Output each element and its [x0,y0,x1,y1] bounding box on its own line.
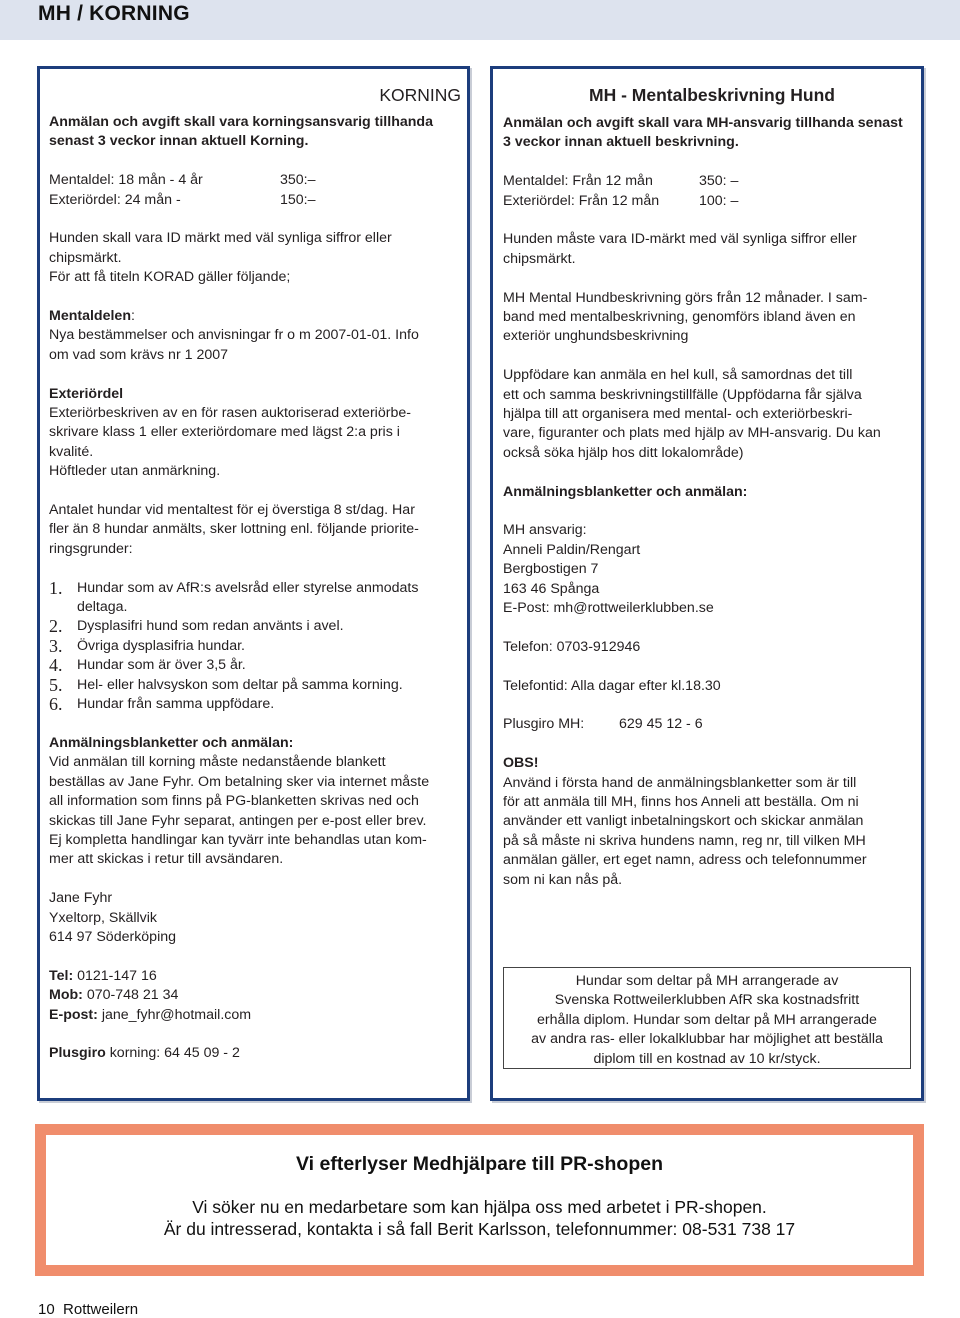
exteriordel-text: Höftleder utan anmärkning. [49,463,221,480]
mh-id-text: Hunden måste vara ID-märkt med väl synliga siffror eller [503,231,857,248]
mh-address: 163 46 Spånga [503,580,600,597]
diplom-text: Svenska Rottweilerklubben AfR ska kostnadsfritt [554,992,860,1009]
korning-anmalan-heading: Anmälningsblanketter och anmälan: [49,734,294,751]
contact-address: Yxeltorp, Skällvik [49,909,158,926]
korning-intro-2: senast 3 veckor innan aktuell Korning. [49,133,309,150]
mh-content [503,83,915,890]
fee-label: Mentaldel: 18 mån - 4 år [49,172,203,189]
priority-list-item: 2. Dysplasifri hund som redan använts i avel. [49,616,344,637]
contact-address: 614 97 Söderköping [49,928,177,945]
korning-fee-row [49,171,463,190]
korning-anmalan-text: skickas till Jane Fyhr separat, antingen per e-post eller brev. [49,812,427,829]
exteriordel-text: kvalité. [49,443,94,460]
obs-text: som ni kan nås på. [503,871,623,888]
obs-text: Använd i första hand de anmälningsblanketter som är till [503,774,857,791]
mentaldelen-heading: Mentaldelen: [49,308,135,325]
mh-anmalan-heading: Anmälningsblanketter och anmälan: [503,483,748,500]
korning-intro-1: Anmälan och avgift skall vara korningsansvarig tillhanda [49,114,433,130]
mh-uppfodare-text: vare, figuranter och plats med hjälp av MH-ansvarig. Du kan [503,425,881,442]
mh-age-text: exteriör unghundsbeskrivning [503,328,689,345]
obs-text: på så måste ni skriva hundens namn, reg nr, till vilken MH [503,832,866,849]
korning-id-text: För att få titeln KORAD gäller följande; [49,269,291,286]
antal-text: ringsgrunder: [49,540,133,557]
priority-list-item: 6. Hundar från samma uppfödare. [49,694,275,715]
diplom-box [503,967,911,1069]
mh-uppfodare-text: hjälpa till att organisera med mental- och exteriörbeskri- [503,406,853,423]
mh-fee-row [503,192,915,211]
mh-telefontid: Telefontid: Alla dagar efter kl.18.30 [503,677,721,694]
banner-inner [46,1135,913,1265]
mh-title: MH - Mentalbeskrivning Hund [589,85,835,105]
contact-phone: Tel: 0121-147 16 [49,967,157,984]
fee-label: Exteriördel: 24 mån - [49,191,181,208]
antal-text: fler än 8 hundar anmälts, sker lottning enl. följande priorite- [49,521,419,538]
obs-text: för att anmäla till MH, finns hos Anneli att beställa. Om ni [503,794,859,811]
diplom-text: erhålla diplom. Hundar som deltar på MH arrangerade [537,1011,877,1028]
contact-email: E-post: jane_fyhr@hotmail.com [49,1006,252,1023]
korning-content [49,83,463,1064]
diplom-text: Hundar som deltar på MH arrangerade av [575,973,839,989]
mh-telefon: Telefon: 0703-912946 [503,638,641,655]
fee-price: 350:– [280,172,316,189]
antal-text: Antalet hundar vid mentaltest för ej överstiga 8 st/dag. Har [49,502,415,519]
fee-label: Mentaldel: Från 12 mån [503,173,653,190]
page-number: 10 [38,1301,55,1318]
mh-address: Anneli Paldin/Rengart [503,541,641,558]
priority-list-item: 1. Hundar som av AfR:s avelsråd eller styrelse anmodats deltaga. [49,577,419,616]
mh-id-text: chipsmärkt. [503,250,576,267]
exteriordel-heading: Exteriördel [49,385,124,402]
exteriordel-text: skrivare klass 1 eller exteriördomare med lägst 2:a pris i [49,424,400,441]
korning-anmalan-text: mer att skickas i retur till avsändaren. [49,851,284,868]
banner-text: Vi söker nu en medarbetare som kan hjälpa oss med arbetet i PR-shopen. [192,1197,767,1217]
korning-id-text: chipsmärkt. [49,249,122,266]
korning-fee-row [49,191,463,210]
mh-intro-2: 3 veckor innan aktuell beskrivning. [503,134,739,151]
fee-label: Exteriördel: Från 12 mån [503,192,660,209]
mh-fee-row [503,172,915,191]
priority-list-item: 5. Hel- eller halvsyskon som deltar på samma korning. [49,674,403,695]
mh-intro-1: Anmälan och avgift skall vara MH-ansvarig tillhanda senast [503,115,903,131]
magazine-name: Rottweilern [63,1301,139,1318]
mh-address: MH ansvarig: [503,522,587,539]
priority-list-item: 3. Övriga dysplasifria hundar. [49,635,245,656]
korning-title: KORNING [379,85,461,105]
korning-anmalan-text: Vid anmälan till korning måste nedanstående blankett [49,754,386,771]
mh-uppfodare-text: ett och samma beskrivningstillfälle (Uppfödarna får själva [503,386,862,403]
obs-text: anmälan gäller, ert eget namn, adress och telefonnummer [503,852,867,869]
diplom-text: diplom till en kostnad av 10 kr/styck. [593,1050,821,1067]
mh-plusgiro: Plusgiro MH: 629 45 12 - 6 [503,716,703,733]
banner-text: Är du intresserad, kontakta i så fall Berit Karlsson, telefonnummer: 08-531 738 17 [163,1219,796,1239]
fee-price: 100: – [699,192,739,209]
fee-price: 350: – [699,173,739,190]
obs-text: använder ett vanligt inbetalningskort och skickar anmälan [503,813,864,830]
page-footer [38,1301,138,1318]
mh-uppfodare-text: också söka hjälp hos ditt lokalområde) [503,444,744,461]
page-title: MH / KORNING [38,2,190,25]
fee-price: 150:– [280,191,316,208]
mh-age-text: MH Mental Hundbeskrivning görs från 12 månader. I sam- [503,289,868,306]
pr-shop-banner [35,1124,924,1276]
korning-id-text: Hunden skall vara ID märkt med väl synliga siffror eller [49,230,392,247]
korning-anmalan-text: Ej kompletta handlingar kan tyvärr inte behandlas utan kom- [49,831,427,848]
priority-list-item: 4. Hundar som är över 3,5 år. [49,655,246,676]
exteriordel-text: Exteriörbeskriven av en för rasen auktoriserad exteriörbe- [49,405,411,422]
korning-anmalan-text: all information som finns på PG-blanketten skrivas ned och [49,793,419,810]
plusgiro-korning: Plusgiro korning: 64 45 09 - 2 [49,1045,240,1062]
mh-uppfodare-text: Uppfödare kan anmäla en hel kull, så samordnas det till [503,367,853,384]
mh-address: E-Post: mh@rottweilerklubben.se [503,600,714,617]
header-bar [0,0,960,40]
contact-mobile: Mob: 070-748 21 34 [49,987,179,1004]
korning-anmalan-text: beställas av Jane Fyhr. Om betalning sker via internet måste [49,773,430,790]
banner-title: Vi efterlyser Medhjälpare till PR-shopen [296,1153,663,1175]
contact-address: Jane Fyhr [49,890,113,907]
obs-heading: OBS! [503,755,539,772]
mentaldelen-text: om vad som krävs nr 1 2007 [49,346,228,363]
mentaldelen-text: Nya bestämmelser och anvisningar fr o m 2007-01-01. Info [49,327,419,344]
mh-address: Bergbostigen 7 [503,561,599,578]
diplom-text: av andra ras- eller lokalklubbar har möjlighet att beställa [531,1031,883,1048]
mh-age-text: band med mentalbeskrivning, genomförs ibland även en [503,309,856,326]
